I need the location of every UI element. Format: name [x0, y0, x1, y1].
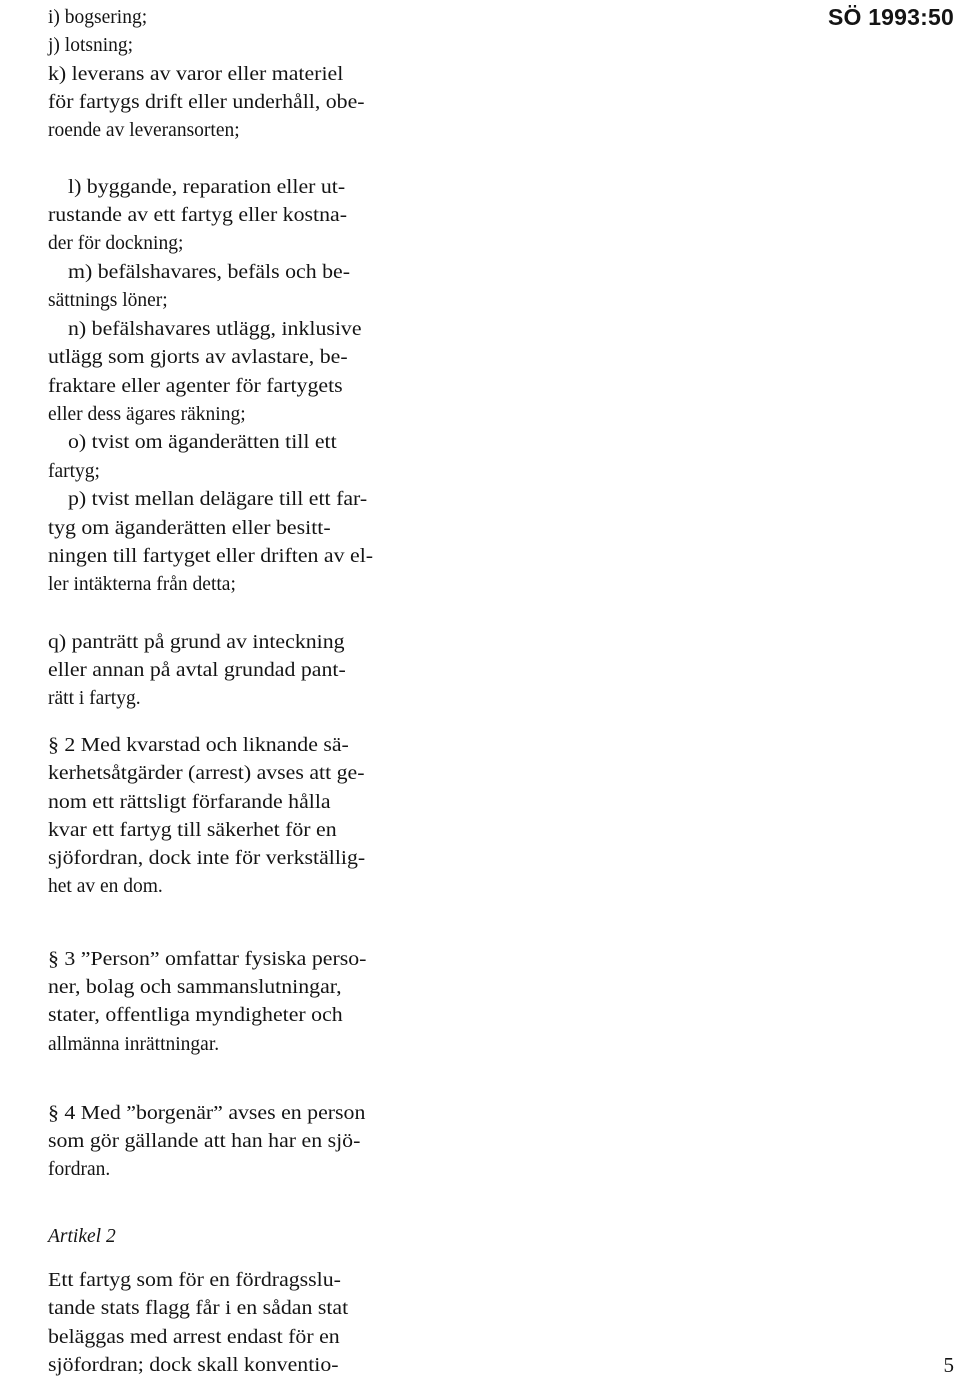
- text-line: ningen till fartyget eller driften av el-: [48, 546, 374, 567]
- text-line: eller annan på avtal grundad pant-: [48, 660, 346, 681]
- text-line: beläggas med arrest endast för en: [48, 1327, 340, 1348]
- text-line: roende av leveransorten;: [48, 120, 240, 141]
- text-line: rustande av ett fartyg eller kostna-: [48, 205, 347, 226]
- text-line: j) lotsning;: [48, 35, 134, 56]
- text-line: sjöfordran; dock skall konventio-: [48, 1355, 339, 1376]
- text-line: utlägg som gjorts av avlastare, be-: [48, 347, 348, 368]
- text-line: rätt i fartyg.: [48, 688, 141, 709]
- text-line: sättnings löner;: [48, 290, 168, 311]
- text-line: eller dess ägares räkning;: [48, 404, 246, 425]
- text-line: q) panträtt på grund av inteckning: [48, 632, 345, 653]
- text-line: tande stats flagg får i en sådan stat: [48, 1298, 349, 1319]
- text-line: stater, offentliga myndigheter och: [48, 1005, 343, 1026]
- text-line: nom ett rättsligt förfarande hålla: [48, 792, 331, 813]
- text-line: Ett fartyg som för en fördragsslu-: [48, 1270, 341, 1291]
- text-line: l) byggande, reparation eller ut-: [68, 177, 346, 198]
- text-line: sjöfordran, dock inte för verkställig-: [48, 848, 366, 869]
- text-line: kerhetsåtgärder (arrest) avses att ge-: [48, 763, 365, 784]
- text-line: m) befälshavares, befäls och be-: [68, 262, 350, 283]
- text-line: fraktare eller agenter för fartygets: [48, 376, 343, 397]
- text-line: n) befälshavares utlägg, inklusive: [68, 319, 362, 340]
- text-line: k) leverans av varor eller materiel: [48, 64, 344, 85]
- document-reference: SÖ 1993:50: [827, 4, 954, 30]
- text-line: ler intäkterna från detta;: [48, 574, 236, 595]
- text-line: fartyg;: [48, 461, 100, 482]
- text-line: fordran.: [48, 1159, 111, 1180]
- text-line: § 4 Med ”borgenär” avses en person: [48, 1103, 366, 1124]
- text-line: p) tvist mellan delägare till ett far-: [68, 489, 368, 510]
- text-line: som gör gällande att han har en sjö-: [48, 1131, 361, 1152]
- text-line: tyg om äganderätten eller besitt-: [48, 518, 331, 539]
- text-line: § 2 Med kvarstad och liknande sä-: [48, 735, 349, 756]
- text-line: ner, bolag och sammanslutningar,: [48, 977, 342, 998]
- text-line: för fartygs drift eller underhåll, obe-: [48, 92, 365, 113]
- text-line: het av en dom.: [48, 876, 163, 897]
- text-line: kvar ett fartyg till säkerhet för en: [48, 820, 337, 841]
- text-line: allmänna inrättningar.: [48, 1034, 220, 1055]
- text-line: § 3 ”Person” omfattar fysiska perso-: [48, 949, 367, 970]
- text-line: o) tvist om äganderätten till ett: [68, 432, 337, 453]
- article-heading: Artikel 2: [48, 1226, 116, 1247]
- text-line: i) bogsering;: [48, 7, 148, 28]
- page-number: 5: [943, 1353, 954, 1377]
- text-line: der för dockning;: [48, 233, 184, 254]
